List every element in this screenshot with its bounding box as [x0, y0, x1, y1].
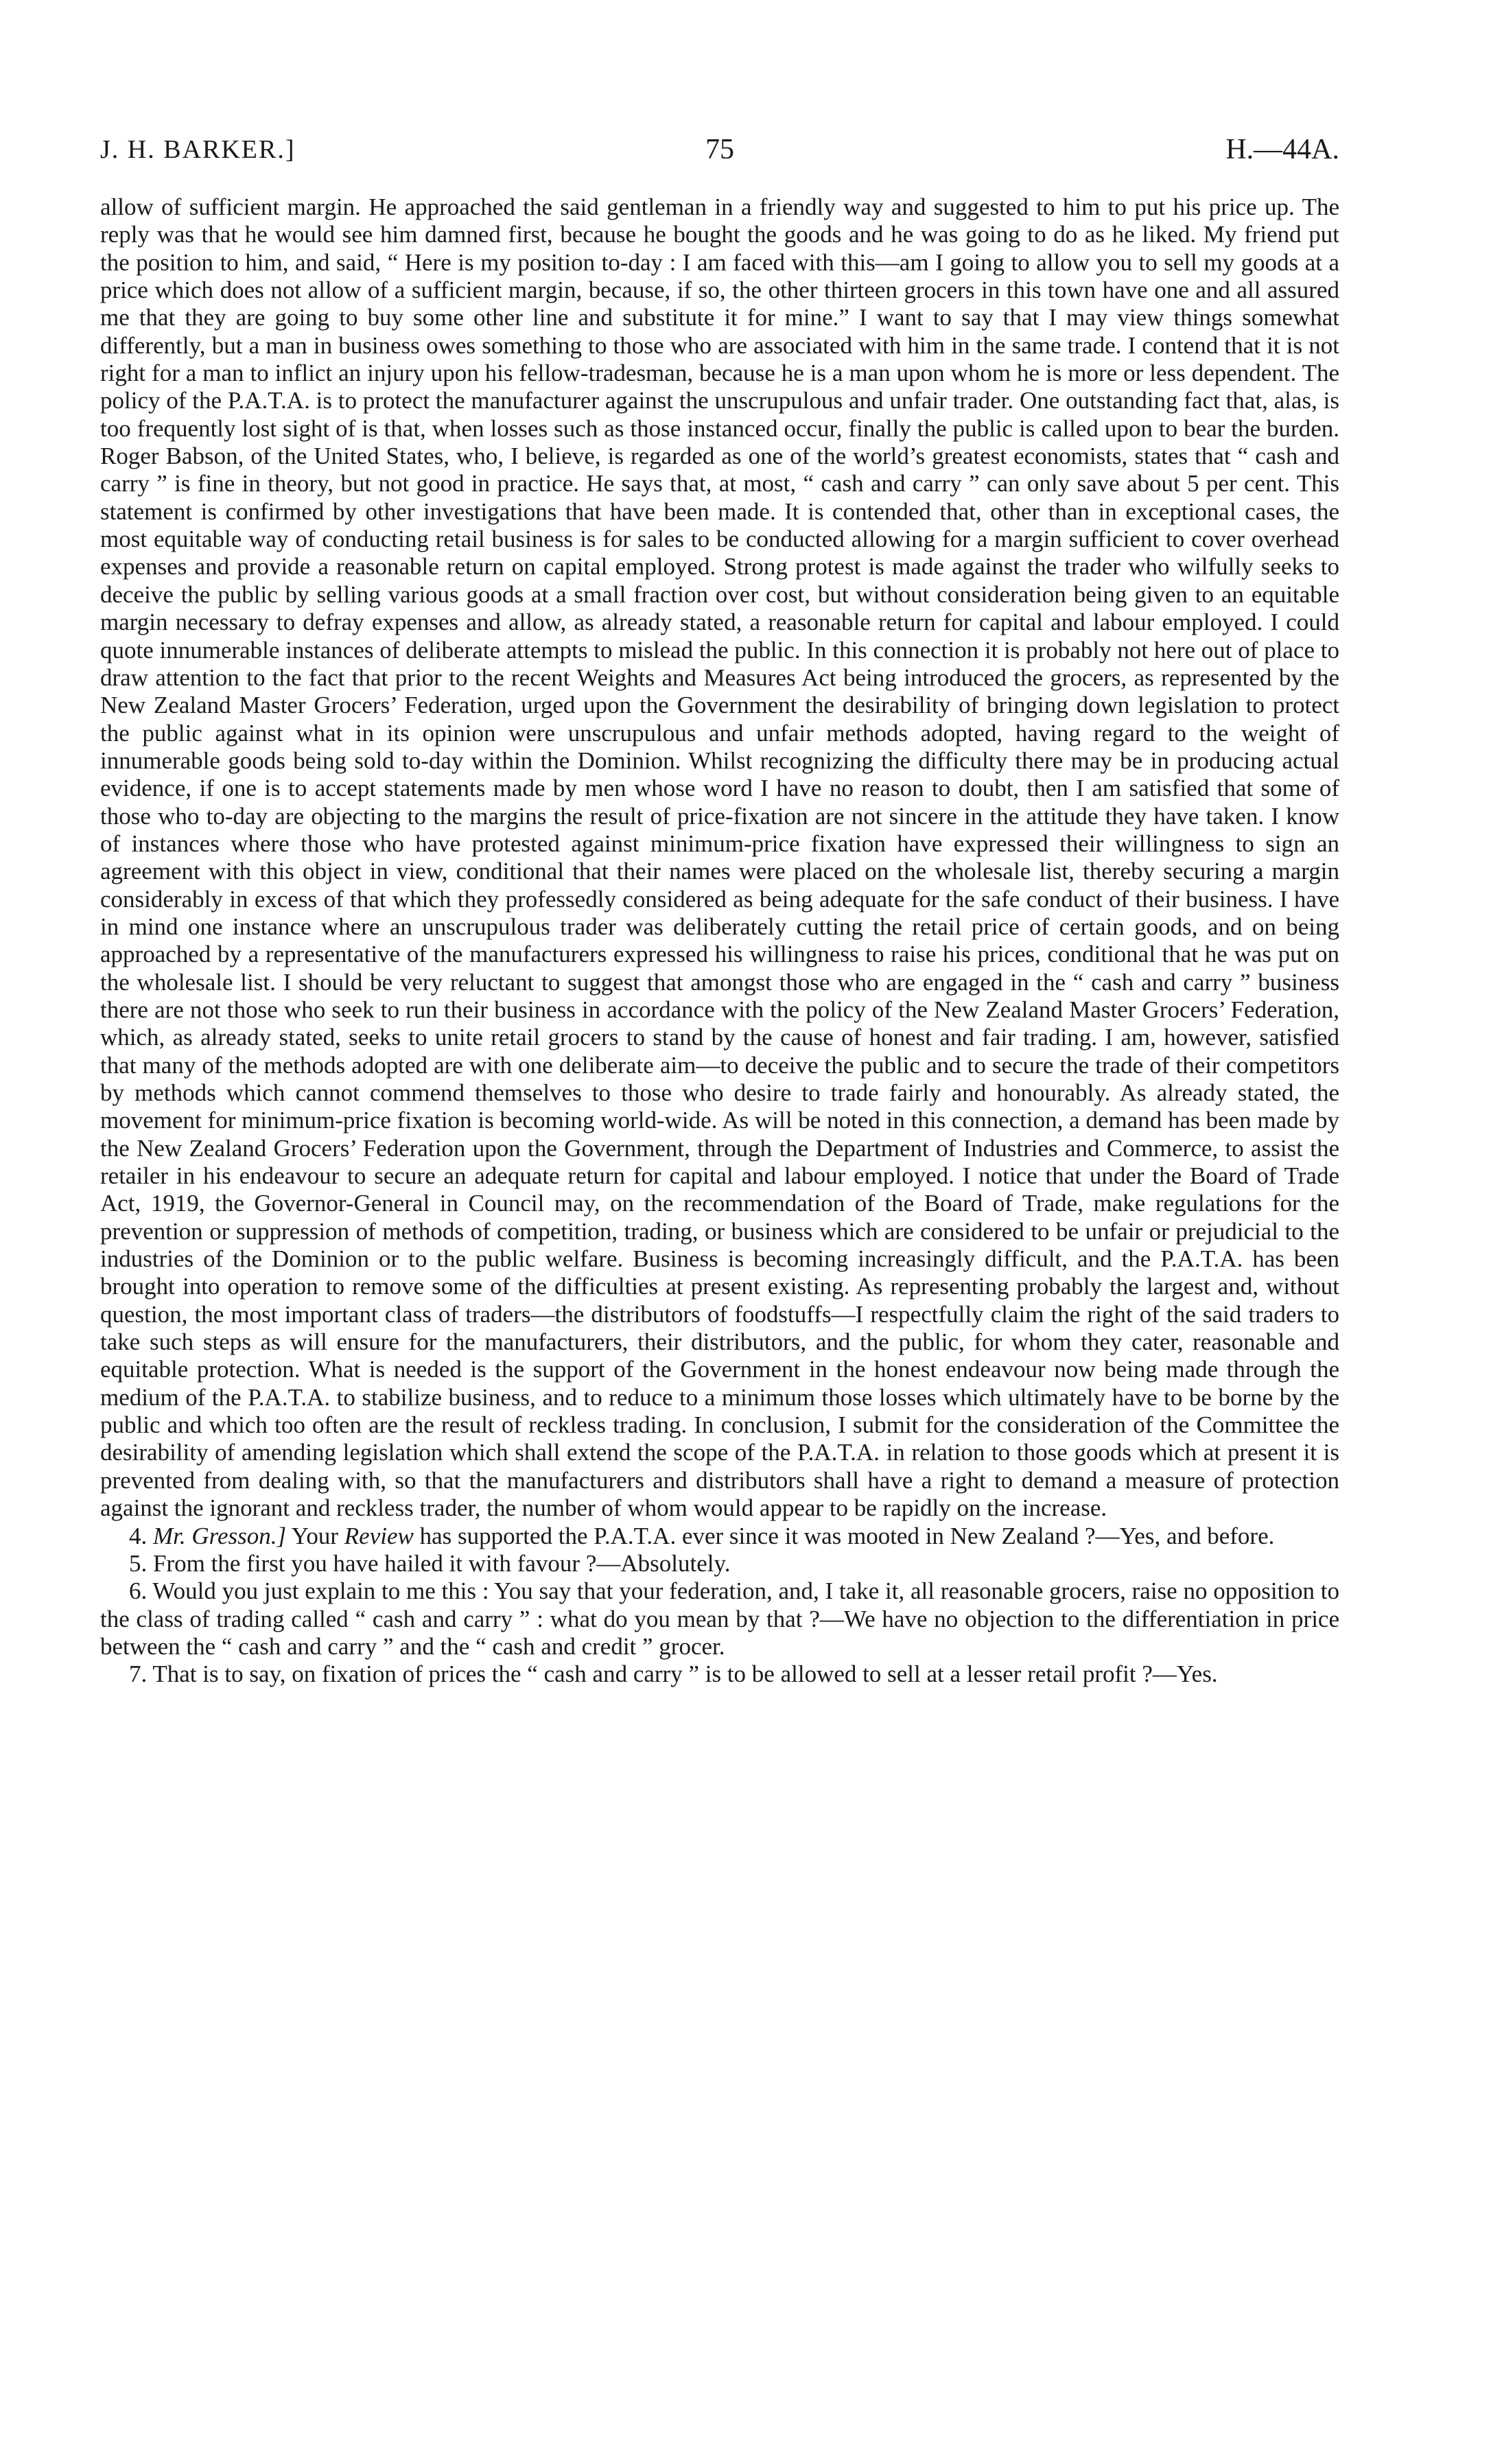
question-number: 7. — [129, 1661, 148, 1688]
question-text-end: has supported the P.A.T.A. ever since it was mooted in New Zealand ?—Yes, and before. — [413, 1522, 1275, 1549]
publication-title: Review — [344, 1522, 414, 1549]
question-number: 6. — [129, 1577, 148, 1605]
question-7 — [100, 1661, 1339, 1688]
witness-name-header: J. H. BARKER.] — [100, 135, 296, 164]
question-number: 5. — [129, 1549, 148, 1577]
question-text: From the first you have hailed it with favour ?—Absolutely. — [153, 1549, 731, 1577]
page-body — [100, 193, 1339, 1689]
question-text: Would you just explain to me this : You say that your federation, and, I take it, all reasonable grocers, raise no opposition to the class of trading called “ cash and carry ” : what do you mean by that ?—We have no objection to the differentiation in price between the “ cash and carry ” and the “ cash and credit ” grocer. — [100, 1577, 1339, 1660]
question-4 — [100, 1523, 1339, 1550]
question-number: 4. — [129, 1522, 148, 1549]
document-reference: H.—44A. — [1225, 134, 1339, 165]
statement-paragraph: allow of sufficient margin. He approached the said gentleman in a friendly way and suggested to him to put his price up. The reply was that he would see him damned first, because he bought the goods and he was going to do as he liked. My friend put the position to him, and said, “ Here is my position to-day : I am faced with this—am I going to allow you to sell my goods at a price which does not allow of a sufficient margin, because, if so, the other thirteen grocers in this town have one and all assured me that they are going to buy some other line and substitute it for mine.” I want to say that I may view things somewhat differently, but a man in business owes something to those who are associated with him in the same trade. I contend that it is not right for a man to inflict an injury upon his fellow-tradesman, because he is a man upon whom he is more or less dependent. The policy of the P.A.T.A. is to protect the manufacturer against the unscrupulous and unfair trader. One outstanding fact that, alas, is too frequently lost sight of is that, when losses such as those instanced occur, finally the public is called upon to bear the burden. Roger Babson, of the United States, who, I believe, is regarded as one of the world’s greatest economists, states that “ cash and carry ” is fine in theory, but not good in practice. He says that, at most, “ cash and carry ” can only save about 5 per cent. This statement is confirmed by other investigations that have been made. It is contended that, other than in exceptional cases, the most equitable way of conducting retail business is for sales to be conducted allowing for a margin sufficient to cover overhead expenses and provide a reasonable return on capital employed. Strong protest is made against the trader who wilfully seeks to deceive the public by selling various goods at a small fraction over cost, but without consideration being given to an equitable margin necessary to defray expenses and allow, as already stated, a reasonable return for capital and labour employed. I could quote innumerable instances of deliberate attempts to mislead the public. In this connection it is probably not here out of place to draw attention to the fact that prior to the recent Weights and Measures Act being introduced the grocers, as represented by the New Zealand Master Grocers’ Federation, urged upon the Government the desirability of bringing down legislation to protect the public against what in its opinion were unscrupulous and unfair methods adopted, having regard to the weight of innumerable goods being sold to-day within the Dominion. Whilst recognizing the difficulty there may be in producing actual evidence, if one is to accept statements made by men whose word I have no reason to doubt, then I am satisfied that some of those who to-day are objecting to the margins the result of price-fixation are not sincere in the attitude they have taken. I know of instances where those who have protested against minimum-price fixation have expressed their willingness to sign an agreement with this object in view, conditional that their names were placed on the wholesale list, thereby securing a margin considerably in excess of that which they professedly considered as being adequate for the safe conduct of their business. I have in mind one instance where an unscrupulous trader was deliberately cutting the retail price of certain goods, and on being approached by a representative of the manufacturers expressed his willingness to raise his prices, conditional that he was put on the wholesale list. I should be very reluctant to suggest that amongst those who are engaged in the “ cash and carry ” business there are not those who seek to run their business in accordance with the policy of the New Zealand Master Grocers’ Federation, which, as already stated, seeks to unite retail grocers to stand by the cause of honest and fair trading. I am, however, satisfied that many of the methods adopted are with one deliberate aim—to deceive the public and to secure the trade of their competitors by methods which cannot commend themselves to those who desire to trade fairly and honourably. As already stated, the movement for minimum-price fixation is becoming world-wide. As will be noted in this connection, a demand has been made by the New Zealand Grocers’ Federation upon the Government, through the Department of Industries and Commerce, to assist the retailer in his endeavour to secure an adequate return for capital and labour employed. I notice that under the Board of Trade Act, 1919, the Governor-General in Council may, on the recommendation of the Board of Trade, make regulations for the prevention or suppression of methods of competition, trading, or business which are considered to be unfair or prejudicial to the industries of the Dominion or to the public welfare. Business is becoming increasingly difficult, and the P.A.T.A. has been brought into operation to remove some of the difficulties at present existing. As representing probably the largest and, without question, the most important class of traders—the distributors of foodstuffs—I respectfully claim the right of the said traders to take such steps as will ensure for the manufacturers, their distributors, and the public, for whom they cater, reasonable and equitable protection. What is needed is the support of the Government in the honest endeavour now being made through the medium of the P.A.T.A. to stabilize business, and to reduce to a minimum those losses which ultimately have to be borne by the public and which too often are the result of reckless trading. In conclusion, I submit for the consideration of the Committee the desirability of amending legislation which shall extend the scope of the P.A.T.A. in relation to those goods which at present it is prevented from dealing with, so that the manufacturers and distributors shall have a right to demand a measure of protection against the ignorant and reckless trader, the number of whom would appear to be rapidly on the increase. — [100, 193, 1339, 1522]
speaker-name: Mr. Gresson.] — [153, 1522, 287, 1549]
question-5 — [100, 1550, 1339, 1577]
question-text-start: Your — [286, 1522, 344, 1549]
page-header — [100, 129, 1339, 170]
question-6 — [100, 1577, 1339, 1661]
page-number: 75 — [705, 134, 734, 165]
question-text: That is to say, on fixation of prices the “ cash and carry ” is to be allowed to sell at a lesser retail profit ?—Yes. — [152, 1661, 1218, 1688]
